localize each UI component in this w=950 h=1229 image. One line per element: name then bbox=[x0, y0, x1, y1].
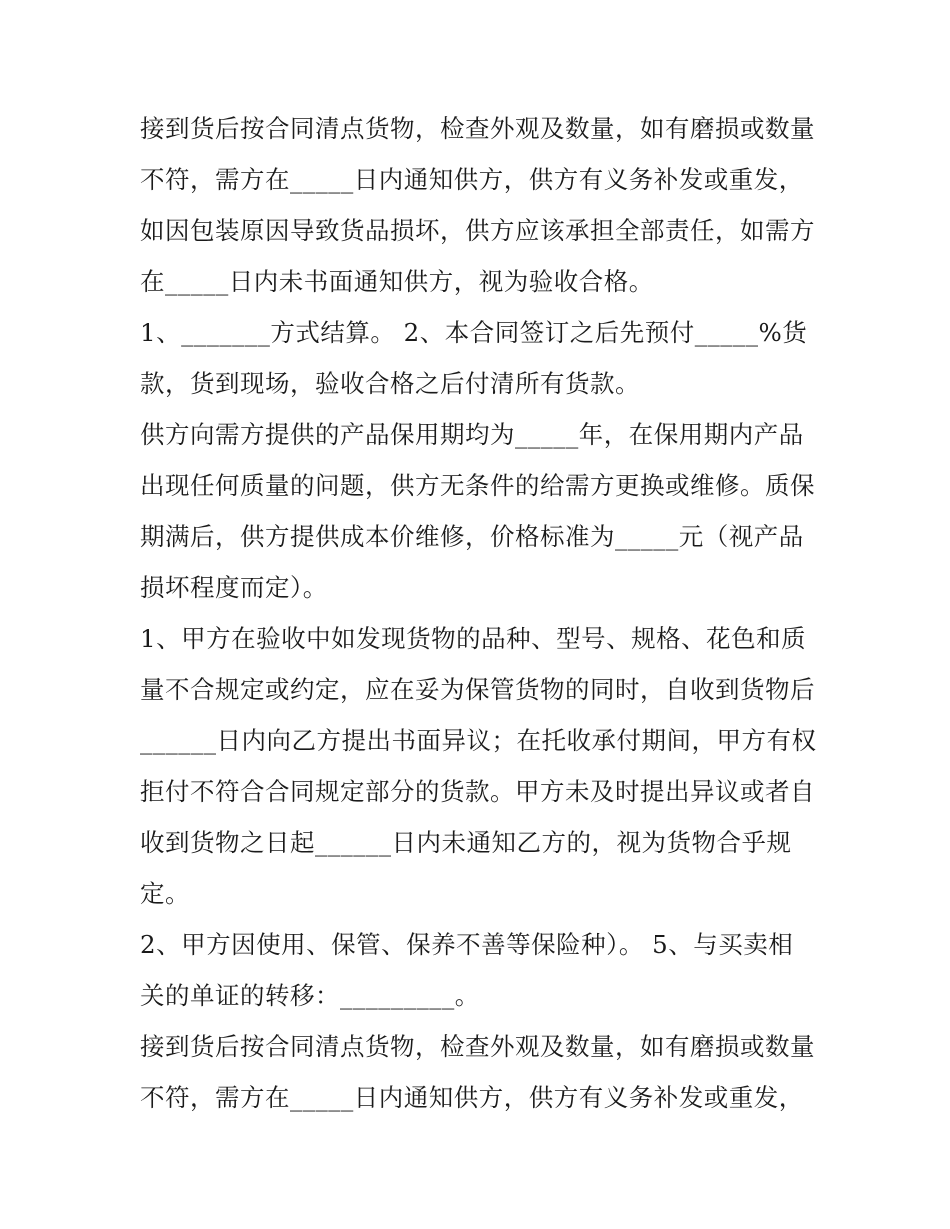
text-line-8: 出现任何质量的问题，供方无条件的给需方更换或维修。质保 bbox=[140, 471, 815, 500]
text-line-15: 收到货物之日起______日内未通知乙方的，视为货物合乎规 bbox=[140, 828, 792, 857]
text-line-9: 期满后，供方提供成本价维修，价格标准为_____元（视产品 bbox=[140, 522, 804, 551]
text-line-1: 接到货后按合同清点货物，检查外观及数量，如有磨损或数量 bbox=[140, 114, 815, 143]
text-line-3: 如因包装原因导致货品损坏，供方应该承担全部责任，如需方 bbox=[140, 216, 815, 245]
text-line-2: 不符，需方在_____日内通知供方，供方有义务补发或重发， bbox=[140, 165, 804, 194]
text-line-16: 定。 bbox=[140, 879, 190, 908]
text-line-6: 款，货到现场，验收合格之后付清所有货款。 bbox=[140, 369, 640, 398]
text-line-12: 量不合规定或约定，应在妥为保管货物的同时，自收到货物后 bbox=[140, 675, 815, 704]
text-line-5: 1、_______方式结算。 2、本合同签订之后先预付_____%货 bbox=[140, 318, 808, 347]
text-line-13: ______日内向乙方提出书面异议；在托收承付期间，甲方有权 bbox=[140, 726, 817, 755]
text-line-20: 不符，需方在_____日内通知供方，供方有义务补发或重发， bbox=[140, 1083, 804, 1112]
text-line-19: 接到货后按合同清点货物，检查外观及数量，如有磨损或数量 bbox=[140, 1032, 815, 1061]
text-line-4: 在_____日内未书面通知供方，视为验收合格。 bbox=[140, 267, 654, 296]
text-line-17: 2、甲方因使用、保管、保养不善等保险种）。 5、与买卖相 bbox=[140, 930, 794, 959]
text-line-7: 供方向需方提供的产品保用期均为_____年，在保用期内产品 bbox=[140, 420, 804, 449]
text-line-14: 拒付不符合合同规定部分的货款。甲方未及时提出异议或者自 bbox=[140, 777, 815, 806]
text-line-10: 损坏程度而定）。 bbox=[140, 573, 328, 602]
text-line-11: 1、甲方在验收中如发现货物的品种、型号、规格、花色和质 bbox=[140, 624, 807, 653]
text-line-18: 关的单证的转移：_________。 bbox=[140, 981, 480, 1010]
